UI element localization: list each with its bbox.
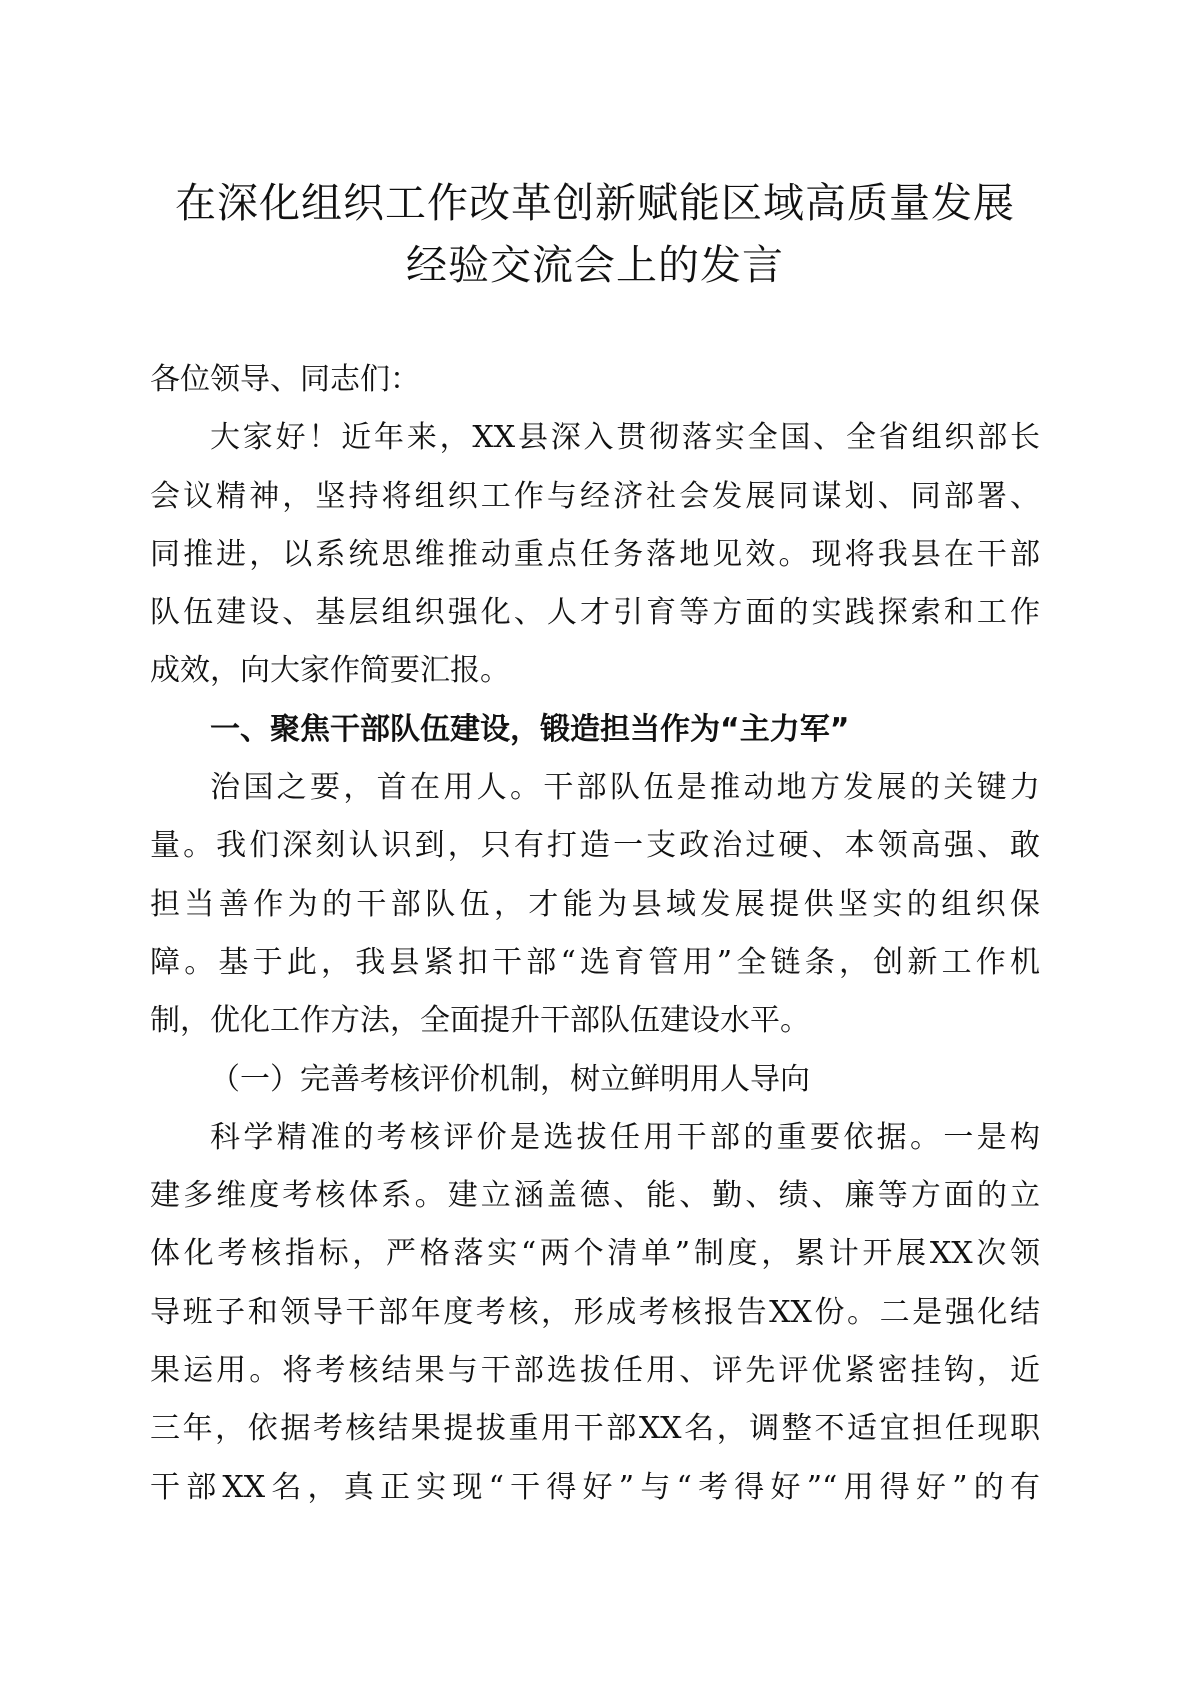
title-line-2: 经验交流会上的发言: [406, 241, 784, 289]
title-line-1: 在深化组织工作改革创新赋能区域高质量发展: [175, 179, 1015, 227]
section-line: 量。我们深刻认识到，只有打造一支政治过硬、本领高强、敢: [150, 828, 1040, 864]
subsection-line: 建多维度考核体系。建立涵盖德、能、勤、绩、廉等方面的立: [150, 1178, 1040, 1214]
salutation: 各位领导、同志们：: [150, 362, 420, 397]
intro-line: 大家好！近年来，XX县深入贯彻落实全国、全省组织部长: [210, 420, 1040, 456]
subsection-line: 导班子和领导干部年度考核，形成考核报告XX份。二是强化结: [150, 1294, 1040, 1330]
subsection-line: 干部XX名，真正实现“干得好”与“考得好”“用得好”的有: [150, 1469, 1040, 1505]
intro-line: 会议精神，坚持将组织工作与经济社会发展同谋划、同部署、: [150, 478, 1040, 514]
document-title: [120, 172, 1070, 296]
section-line: 制，优化工作方法，全面提升干部队伍建设水平。: [150, 1003, 810, 1039]
intro-line: 成效，向大家作简要汇报。: [150, 653, 510, 689]
subsection-line: 果运用。将考核结果与干部选拔任用、评先评优紧密挂钩，近: [150, 1353, 1040, 1389]
section-line: 障。基于此，我县紧扣干部“选育管用”全链条，创新工作机: [150, 944, 1040, 980]
intro-line: 同推进，以系统思维推动重点任务落地见效。现将我县在干部: [150, 536, 1040, 572]
intro-line: 队伍建设、基层组织强化、人才引育等方面的实践探索和工作: [150, 595, 1040, 631]
section-line: 治国之要，首在用人。干部队伍是推动地方发展的关键力: [210, 770, 1040, 806]
section-heading: 一、聚焦干部队伍建设，锻造担当作为“主力军”: [210, 711, 850, 747]
subsection-line: 科学精准的考核评价是选拔任用干部的重要依据。一是构: [210, 1119, 1040, 1155]
subsection-heading: （一）完善考核评价机制，树立鲜明用人导向: [210, 1061, 810, 1097]
document-body: [150, 351, 1040, 1517]
section-line: 担当善作为的干部队伍，才能为县域发展提供坚实的组织保: [150, 886, 1040, 922]
subsection-line: 体化考核指标，严格落实“两个清单”制度，累计开展XX次领: [150, 1236, 1040, 1272]
subsection-line: 三年，依据考核结果提拔重用干部XX名，调整不适宜担任现职: [150, 1411, 1040, 1447]
